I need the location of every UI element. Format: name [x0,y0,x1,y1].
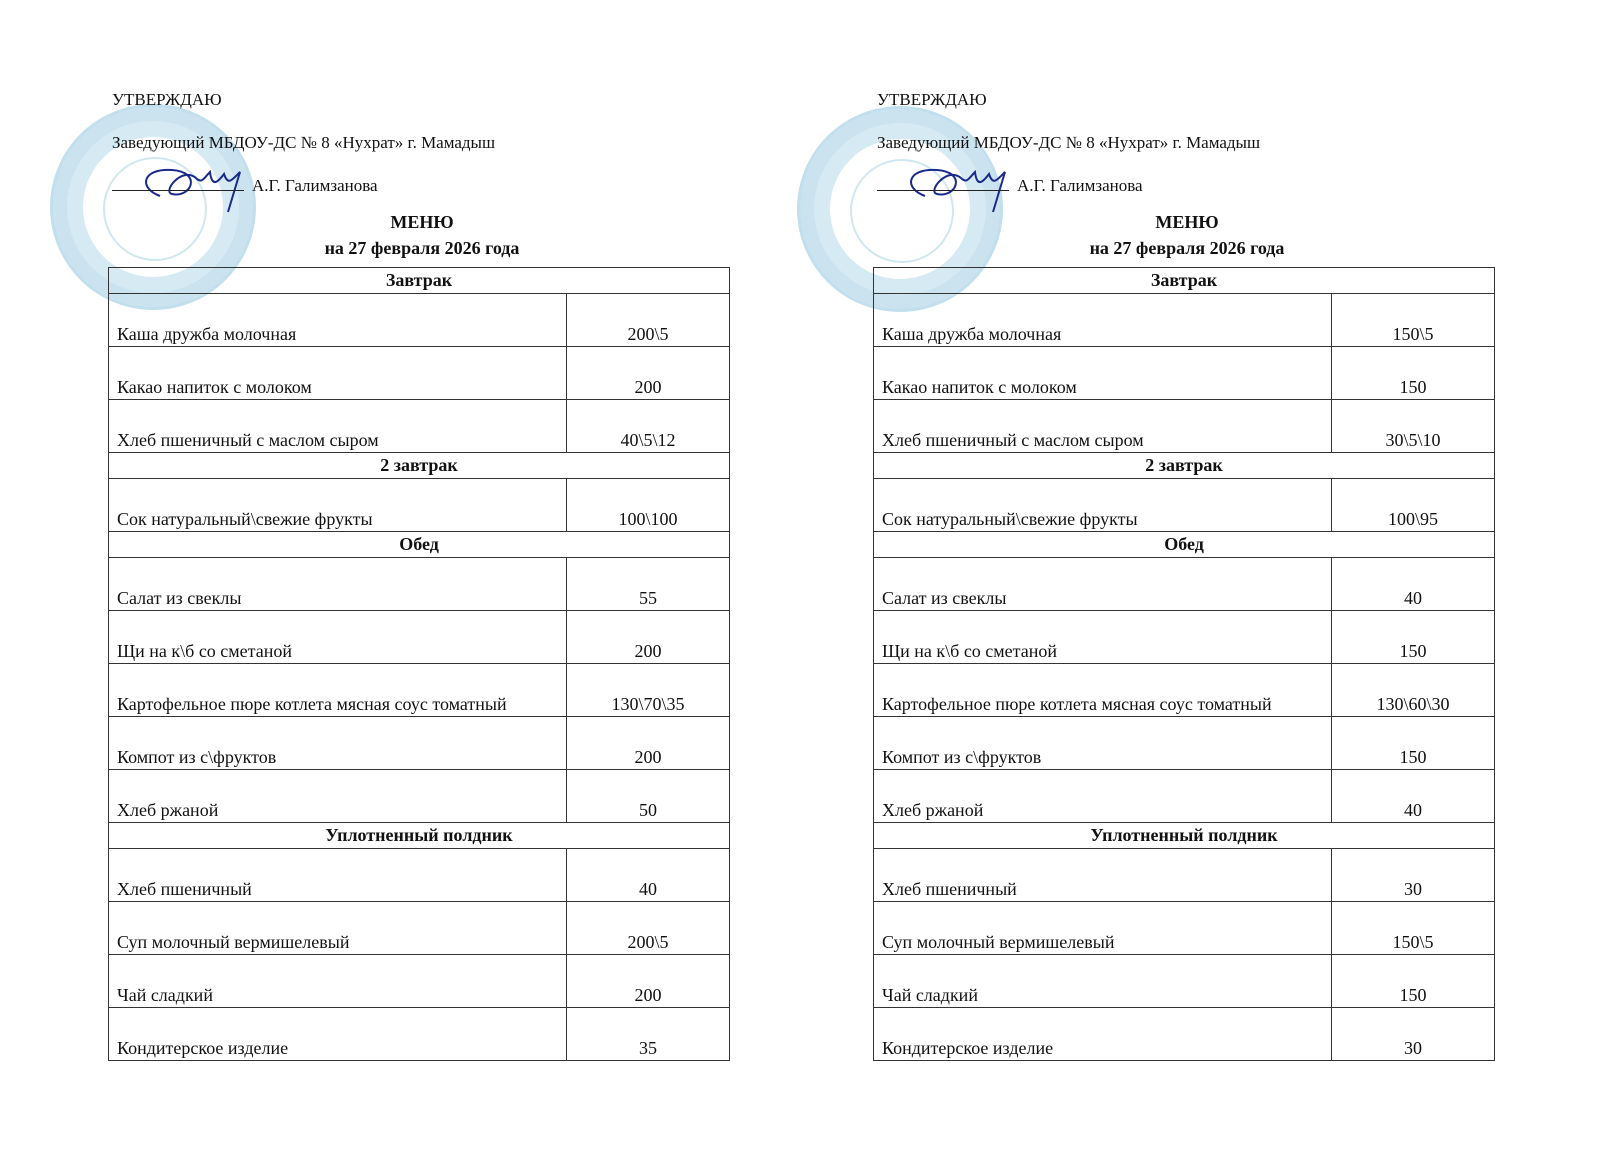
dish-name: Хлеб пшеничный с маслом сыром [109,400,567,453]
menu-item-row [109,479,730,532]
menu-item-row [109,347,730,400]
dish-name: Компот из с\фруктов [109,717,567,770]
dish-name: Картофельное пюре котлета мясная соус томатный [109,664,567,717]
dish-name: Хлеб пшеничный [109,849,567,902]
dish-portion: 200 [567,717,730,770]
menu-item-row [109,849,730,902]
menu-item-row [874,664,1495,717]
dish-portion: 200 [567,347,730,400]
dish-portion: 30\5\10 [1332,400,1495,453]
signature-line [112,176,378,196]
dish-portion: 200 [567,955,730,1008]
menu-section-row [109,453,730,479]
dish-name: Хлеб пшеничный с маслом сыром [874,400,1332,453]
dish-name: Компот из с\фруктов [874,717,1332,770]
dish-name: Картофельное пюре котлета мясная соус томатный [874,664,1332,717]
menu-item-row [874,770,1495,823]
section-name: Завтрак [874,268,1495,294]
dish-portion: 150\5 [1332,902,1495,955]
section-name: Обед [109,532,730,558]
dish-name: Суп молочный вермишелевый [874,902,1332,955]
dish-portion: 130\70\35 [567,664,730,717]
menu-item-row [109,558,730,611]
menu-item-row [109,1008,730,1061]
dish-portion: 50 [567,770,730,823]
dish-name: Салат из свеклы [109,558,567,611]
menu-date: на 27 февраля 2026 года [324,238,520,258]
section-name: 2 завтрак [109,453,730,479]
menu-item-row [109,664,730,717]
dish-portion: 150\5 [1332,294,1495,347]
dish-portion: 40 [1332,558,1495,611]
menu-document-senior [112,0,752,1164]
menu-date: на 27 февраля 2026 года [1089,238,1285,258]
menu-item-row [109,902,730,955]
menu-section-row [109,268,730,294]
dish-portion: 150 [1332,955,1495,1008]
dish-portion: 200 [567,611,730,664]
dish-portion: 35 [567,1008,730,1061]
dish-name: Кондитерское изделие [874,1008,1332,1061]
menu-item-row [874,717,1495,770]
head-title: Заведующий МБДОУ-ДС № 8 «Нухрат» г. Мамадыш [112,133,496,152]
dish-portion: 100\95 [1332,479,1495,532]
menu-title: МЕНЮ [390,212,454,232]
menu-item-row [874,479,1495,532]
dish-name: Каша дружба молочная [874,294,1332,347]
dish-portion: 30 [1332,1008,1495,1061]
dish-name: Салат из свеклы [874,558,1332,611]
dish-name: Какао напиток с молоком [109,347,567,400]
dish-name: Каша дружба молочная [109,294,567,347]
menu-item-row [109,294,730,347]
dish-portion: 55 [567,558,730,611]
approval-heading: УТВЕРЖДАЮ [112,90,222,109]
section-name: Уплотненный полдник [874,823,1495,849]
dish-name: Сок натуральный\свежие фрукты [874,479,1332,532]
menu-item-row [874,1008,1495,1061]
menu-item-row [109,611,730,664]
menu-title: МЕНЮ [1155,212,1219,232]
menu-section-row [874,268,1495,294]
dish-portion: 100\100 [567,479,730,532]
dish-portion: 150 [1332,611,1495,664]
menu-item-row [874,611,1495,664]
dish-portion: 130\60\30 [1332,664,1495,717]
dish-name: Чай сладкий [109,955,567,1008]
dish-name: Щи на к\б со сметаной [874,611,1332,664]
menu-item-row [109,400,730,453]
section-name: 2 завтрак [874,453,1495,479]
menu-section-row [874,532,1495,558]
signatory-name: А.Г. Галимзанова [1017,176,1143,195]
menu-item-row [874,400,1495,453]
menu-item-row [874,294,1495,347]
dish-portion: 30 [1332,849,1495,902]
dish-portion: 200\5 [567,902,730,955]
head-title: Заведующий МБДОУ-ДС № 8 «Нухрат» г. Мамадыш [877,133,1261,152]
menu-document-junior [877,0,1517,1164]
signatory-name: А.Г. Галимзанова [252,176,378,195]
menu-item-row [109,955,730,1008]
dish-portion: 40 [567,849,730,902]
menu-section-row [109,823,730,849]
dish-portion: 150 [1332,717,1495,770]
dish-name: Чай сладкий [874,955,1332,1008]
dish-name: Кондитерское изделие [109,1008,567,1061]
menu-item-row [874,558,1495,611]
approval-heading: УТВЕРЖДАЮ [877,90,987,109]
dish-name: Хлеб пшеничный [874,849,1332,902]
menu-section-row [874,453,1495,479]
dish-name: Какао напиток с молоком [874,347,1332,400]
menu-item-row [874,849,1495,902]
dish-name: Хлеб ржаной [874,770,1332,823]
dish-portion: 200\5 [567,294,730,347]
section-name: Уплотненный полдник [109,823,730,849]
dish-name: Суп молочный вермишелевый [109,902,567,955]
dish-portion: 150 [1332,347,1495,400]
menu-table [873,267,1495,1061]
section-name: Обед [874,532,1495,558]
menu-section-row [109,532,730,558]
dish-name: Хлеб ржаной [109,770,567,823]
menu-section-row [874,823,1495,849]
dish-portion: 40\5\12 [567,400,730,453]
section-name: Завтрак [109,268,730,294]
dish-portion: 40 [1332,770,1495,823]
menu-item-row [109,770,730,823]
menu-item-row [874,347,1495,400]
menu-item-row [874,955,1495,1008]
dish-name: Сок натуральный\свежие фрукты [109,479,567,532]
menu-item-row [109,717,730,770]
menu-table [108,267,730,1061]
signature-line [877,176,1143,196]
menu-item-row [874,902,1495,955]
dish-name: Щи на к\б со сметаной [109,611,567,664]
